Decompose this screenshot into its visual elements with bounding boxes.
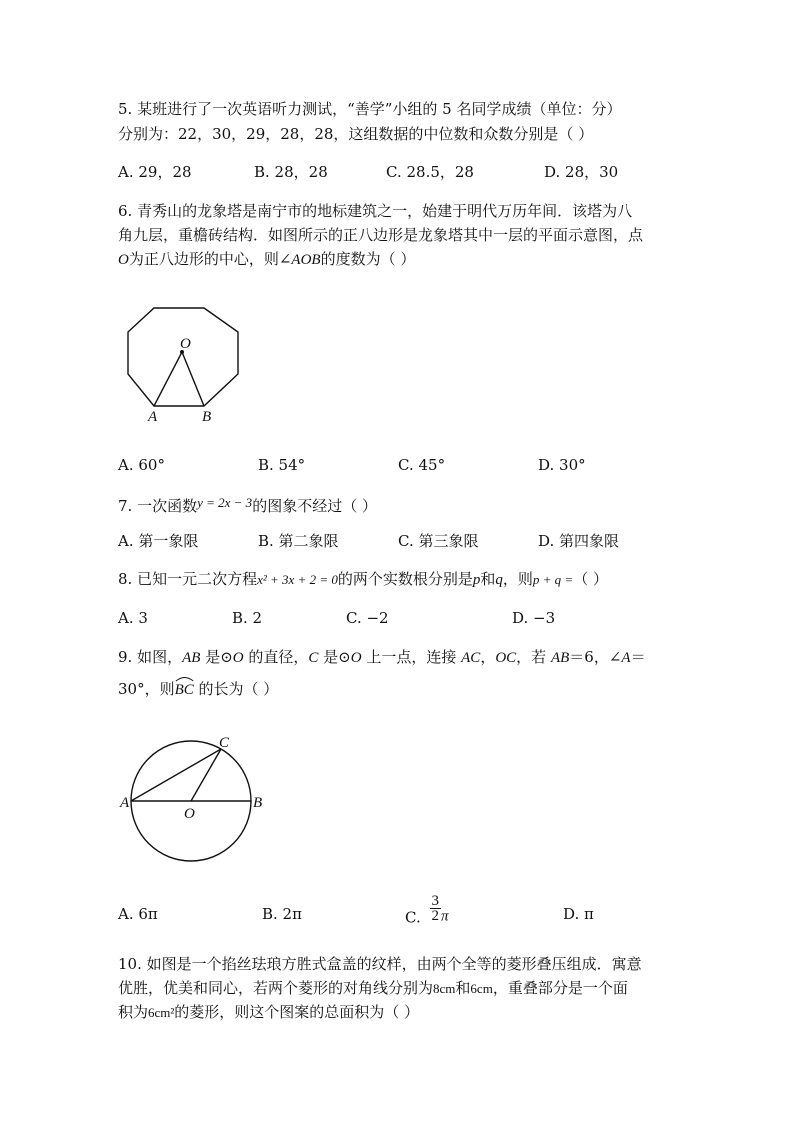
q9-option-c: C. $\frac{3}{2}$ π bbox=[405, 893, 449, 927]
q6-option-d: D. 30° bbox=[538, 456, 586, 474]
q6-line-2: 角九层，重檐砖结构．如图所示的正八边形是龙象塔其中一层的平面示意图，点 bbox=[118, 226, 644, 244]
q5-line-1: 5. 某班进行了一次英语听力测试，“善学”小组的 5 名同学成绩（单位：分） bbox=[118, 100, 622, 118]
q6-line-1: 6. 青秀山的龙象塔是南宁市的地标建筑之一，始建于明代万历年间．该塔为八 bbox=[118, 202, 633, 220]
fraction-three-halves: $\frac{3}{2}$ bbox=[431, 893, 439, 924]
q9-line-2: 30°，则 BC 的长为（ ） bbox=[118, 679, 278, 700]
q5-option-b: B. 28，28 bbox=[254, 163, 328, 181]
label-c: C bbox=[219, 735, 230, 751]
q8-option-c: C. −2 bbox=[346, 609, 389, 627]
q8-line: 8. 已知一元二次方程x² + 3x + 2 = 0的两个实数根分别是p和q，则p + q =（ ） bbox=[118, 570, 608, 588]
q6-line-3: O为正八边形的中心，则∠AOB的度数为（ ） bbox=[118, 250, 416, 268]
q5-option-c: C. 28.5，28 bbox=[386, 163, 474, 181]
arc-bc: BC bbox=[175, 680, 194, 700]
q5-line-2: 分别为：22，30，29，28，28，这组数据的中位数和众数分别是（ ） bbox=[118, 125, 594, 143]
chord-ac bbox=[131, 749, 221, 801]
q8-option-a: A. 3 bbox=[118, 609, 148, 627]
q9-option-d: D. π bbox=[563, 905, 594, 923]
regular-octagon bbox=[128, 308, 238, 406]
q8-formula-2: p + q = bbox=[532, 572, 574, 587]
q7-option-b: B. 第二象限 bbox=[258, 532, 339, 550]
q5-option-d: D. 28，30 bbox=[544, 163, 619, 181]
q7-option-d: D. 第四象限 bbox=[538, 532, 620, 550]
label-a: A bbox=[148, 409, 158, 425]
q5-option-a: A. 29，28 bbox=[118, 163, 192, 181]
circle-figure bbox=[118, 728, 273, 868]
q6-angle-aob: AOB bbox=[291, 252, 321, 268]
q8-formula: x² + 3x + 2 = 0 bbox=[257, 572, 338, 587]
label-a: A bbox=[120, 795, 130, 811]
q6-option-b: B. 54° bbox=[258, 456, 306, 474]
q7-option-c: C. 第三象限 bbox=[398, 532, 479, 550]
q9-option-a: A. 6π bbox=[118, 905, 158, 923]
q9-option-b: B. 2π bbox=[262, 905, 302, 923]
label-b: B bbox=[253, 795, 263, 811]
q10-line-2: 优胜，优美和同心，若两个菱形的对角线分别为8cm和6cm，重叠部分是一个面 bbox=[118, 979, 628, 997]
radius-oc bbox=[191, 749, 221, 801]
octagon-figure bbox=[120, 298, 250, 433]
q8-option-d: D. −3 bbox=[512, 609, 556, 627]
q7-option-a: A. 第一象限 bbox=[118, 532, 199, 550]
label-b: B bbox=[202, 409, 212, 425]
q10-line-1: 10. 如图是一个掐丝珐琅方胜式盒盖的纹样，由两个全等的菱形叠压组成．寓意 bbox=[118, 955, 642, 973]
q7-formula: y = 2x − 3 bbox=[197, 495, 253, 510]
q8-option-b: B. 2 bbox=[232, 609, 263, 627]
segment-oa bbox=[154, 352, 182, 406]
q7-line: 7. 一次函数y = 2x − 3的图象不经过（ ） bbox=[118, 495, 377, 515]
label-o: O bbox=[180, 336, 191, 352]
q6-option-c: C. 45° bbox=[398, 456, 446, 474]
q9-line-1: 9. 如图，AB 是⊙O 的直径，C 是⊙O 上一点，连接 AC，OC，若 AB＝6，∠A＝ bbox=[118, 648, 646, 666]
q10-line-3: 积为6cm²的菱形，则这个图案的总面积为（ ） bbox=[118, 1003, 420, 1021]
q6-point-o: O bbox=[118, 252, 129, 268]
segment-ob bbox=[182, 352, 204, 406]
label-o: O bbox=[184, 806, 195, 822]
q6-option-a: A. 60° bbox=[118, 456, 165, 474]
